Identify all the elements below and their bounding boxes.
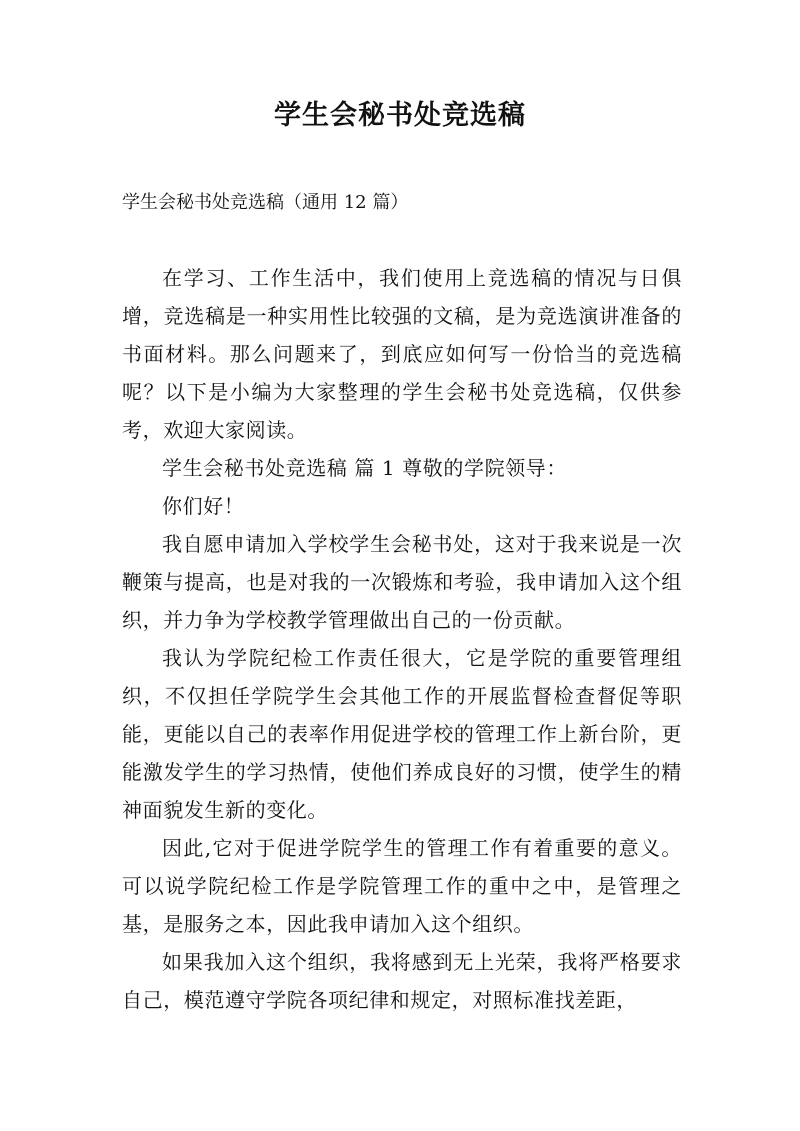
paragraph-responsibility: 我认为学院纪检工作责任很大，它是学院的重要管理组织，不仅担任学院学生会其他工作的开展监督检查督促等职能，更能以自己的表率作用促进学校的管理工作上新台阶，更能激发学生的学习热情，使他们养成良好的习惯，使学生的精神面貌发生新的变化。 [122, 646, 682, 822]
paragraph-significance: 因此,它对于促进学院学生的管理工作有着重要的意义。可以说学院纪检工作是学院管理工作的重中之中，是管理之基，是服务之本，因此我申请加入这个组织。 [122, 836, 682, 936]
greeting: 你们好！ [162, 494, 245, 518]
document-subtitle: 学生会秘书处竞选稿（通用 12 篇） [122, 192, 409, 213]
document-title: 学生会秘书处竞选稿 [274, 100, 526, 131]
paragraph-commitment: 如果我加入这个组织，我将感到无上光荣，我将严格要求自己，模范遵守学院各项纪律和规定，对照标准找差距， [122, 950, 682, 1012]
paragraph-application: 我自愿申请加入学校学生会秘书处，这对于我来说是一次鞭策与提高，也是对我的一次锻炼和考验，我申请加入这个组织，并力争为学校教学管理做出自己的一份贡献。 [122, 532, 682, 632]
speech-heading: 学生会秘书处竞选稿 篇 1 尊敬的学院领导： [162, 456, 567, 480]
paragraph-intro: 在学习、工作生活中，我们使用上竞选稿的情况与日俱增，竞选稿是一种实用性比较强的文稿，是为竞选演讲准备的书面材料。那么问题来了，到底应如何写一份恰当的竞选稿呢？以下是小编为大家整理的学生会秘书处竞选稿，仅供参考，欢迎大家阅读。 [122, 266, 682, 442]
document-body [122, 259, 682, 1019]
